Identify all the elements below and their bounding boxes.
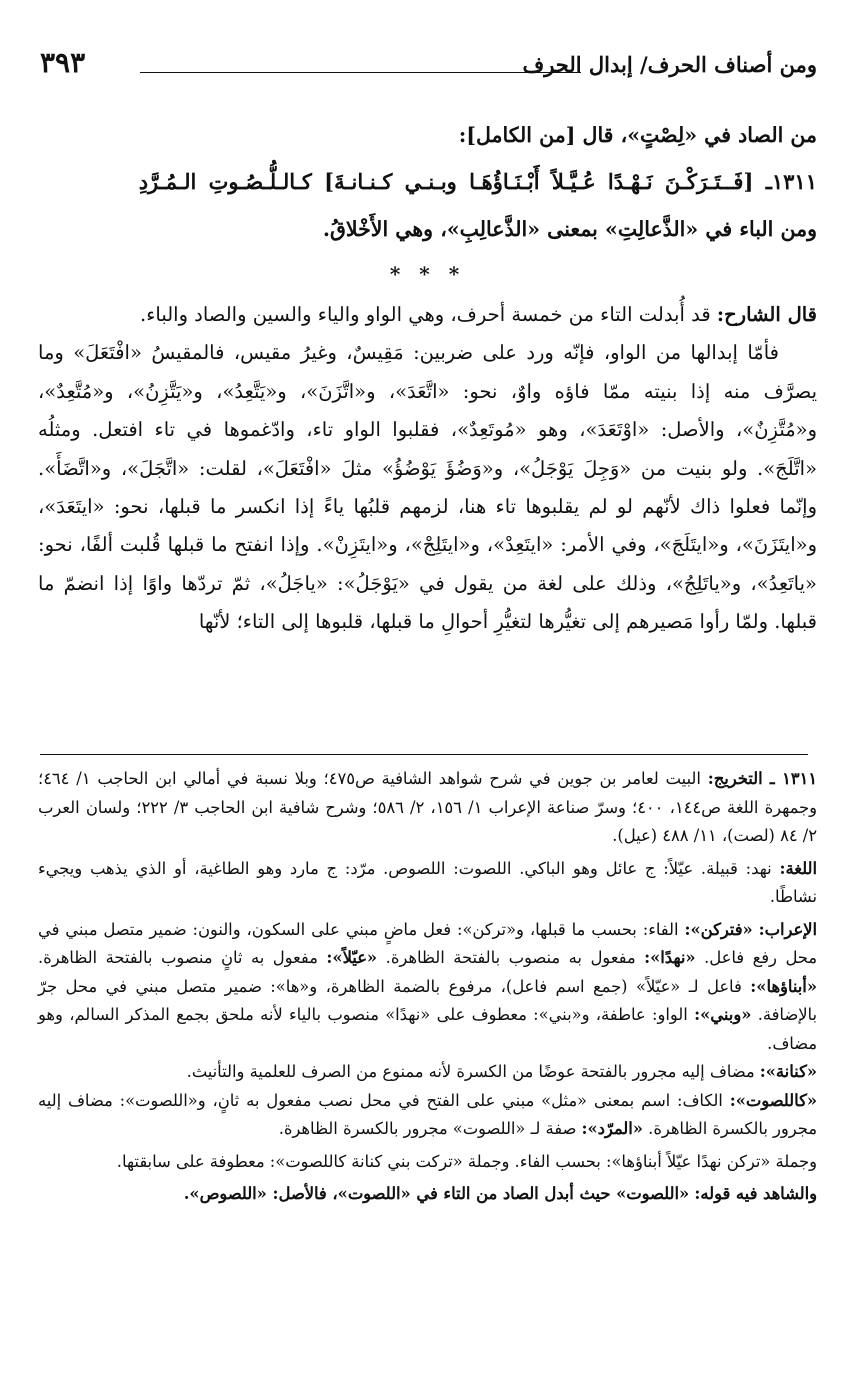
footnote-lugha xyxy=(38,855,817,912)
irab-term: «عيّلاً»: xyxy=(326,948,378,967)
poetry-verse: ١٣١١ـ [فَــتَـرَكْـنَ نَـهْـدًا عُـيَّـلاً أَبْـنَـاؤُهَـا وبـنـي كـنـانـةَ] كـالـلُّـصُـوتِ الـمُـرَّدِ xyxy=(138,169,817,194)
page-number: ٣٩٣ xyxy=(40,46,86,79)
note-line: ومن الباء في «الذَّعالِتِ» بمعنى «الذَّعالِبِ»، وهي الأَخْلاقُ. xyxy=(322,217,817,241)
irab-text: الفاء: بحسب ما قبلها، و«تركن»: فعل ماضٍ مبني على السكون، والنون: ضمير متصل مبني في محل رفع فاعل. xyxy=(38,919,818,967)
header-rule xyxy=(140,72,581,73)
body-paragraph: فأمّا إبدالها من الواو، فإنّه ورد على ضربين: مَقِيسٌ، وغيرُ مقيس، فالمقيسُ «افْتَعَلَ» وما يصرَّف منه إذا بنيته ممّا فاؤه واوٌ، نحو: «اتَّعَدَ»، و«اتَّزَنَ»، و«يَتَّعِدُ»، و«يَتَّزِنُ»، و«مُتَّعِدٌ»، و«مُتَّزِنٌ»، والأصل: «اوْتَعَدَ»، وهو «مُوتَعِدٌ»، فقلبوا الواو تاء، وادّغموها في تاء افتعل. ومثلُه «اتَّلَجَ». ولو بنيت من «وَجِلَ يَوْجَلُ»، و«وَضُؤَ يَوْضُؤُ» مثلَ «افْتَعَلَ»، لقلت: «اتَّجَلَ»، و«اتَّضَأَ». وإنّما فعلوا ذاك لأنّهم لو لم يقلبوها تاء هنا، لزمهم قلبُها ياءً إذا انكسر ما قبلها، نحو: «ايتَعَدَ»، و«ايتَزَنَ»، و«ايتَلَجَ»، وفي الأمر: «ايتَعِدْ»، و«ايتَلِجْ»، و«ايتَزِنْ». وإذا انفتح ما قبلها قُلبت ألفًا، نحو: «ياتَعِدُ»، و«ياتَلِجُ»، وذلك على لغة من يقول في «يَوْجَلُ»: «ياجَلُ»، ثمّ تردّها واوًا إذا انضمّ ما قبلها. ولمّا رأوا مَصيرهم إلى تغيُّرها لتغيُّرِ أحوالِ ما قبلها، قلبوها إلى التاء؛ لأنّها xyxy=(38,341,817,634)
footnote-rule xyxy=(40,754,808,755)
lugha-label: اللغة: xyxy=(779,858,817,878)
irab-text: مفعول به ثانٍ منصوب بالفتحة الظاهرة. xyxy=(38,948,318,967)
kinana-term: «كنانة»: xyxy=(759,1062,817,1081)
kallusut-term: «كاللصوت»: xyxy=(729,1090,817,1110)
irab-term: «وبني»: xyxy=(694,1005,752,1024)
commentary-paragraph xyxy=(38,296,817,334)
murrad-text: صفة لـ «اللصوت» مجرور بالكسرة الظاهرة. xyxy=(278,1119,577,1138)
irab-text: فاعل لـ «عيّلاً» (جمع اسم فاعل)، مرفوع بالضمة الظاهرة، و«ها»: ضمير متصل مبني في محل جرّ بالإضافة. xyxy=(38,976,817,1024)
irab-label: الإعراب: xyxy=(758,919,817,939)
footnote-takhrij xyxy=(38,765,817,851)
takhrij-text: البيت لعامر بن جوين في شرح شواهد الشافية ص٤٧٥؛ وبلا نسبة في أمالي ابن الحاجب ١/ ٤٦٤؛ وجمهرة اللغة ص١٤٤، ٤٠٠؛ وسرّ صناعة الإعراب ١/ ١٥٦، ٢/ ٥٨٦؛ وشرح شافية ابن الحاجب ٣/ ٢٢٢؛ ولسان العرب ٢/ ٨٤ (لصت)، ١١/ ٤٨٨ (عيل). xyxy=(38,769,817,845)
irab-text: مفعول به منصوب بالفتحة الظاهرة. xyxy=(385,948,636,967)
murrad-term: «المرّد»: xyxy=(581,1119,643,1138)
shahid-label: والشاهد فيه قوله: xyxy=(694,1184,817,1203)
running-title: ومن أصناف الحرف/ إبدال الحرف xyxy=(522,52,817,77)
page-header xyxy=(40,46,817,86)
irab-text: الواو: عاطفة، و«بني»: معطوف على «نهدًا» منصوب بالياء لأنه ملحق بجمع المذكر السالم، وهو مضاف. xyxy=(38,1005,817,1053)
shahid-text: «اللصوت» حيث أبدل الصاد من التاء في «اللصوت»، فالأصل: «اللصوص». xyxy=(183,1184,690,1203)
footnote-kinana xyxy=(38,1058,817,1087)
footnote-shahid xyxy=(38,1180,817,1209)
footnote-kallusut xyxy=(38,1087,817,1144)
footnote-irab xyxy=(38,916,817,1059)
section-separator: * * * xyxy=(389,262,466,286)
footnote-jumla: وجملة «تركن نهدًا عيّلاً أبناؤها»: بحسب الفاء. وجملة «تركت بني كنانة كاللصوت»: معطوفة على سابقتها. xyxy=(116,1151,817,1171)
irab-term: «فتركن»: xyxy=(684,919,753,939)
kinana-text: مضاف إليه مجرور بالفتحة عوضًا من الكسرة لأنه ممنوع من الصرف للعلمية والتأنيث. xyxy=(186,1062,755,1081)
takhrij-label: ١٣١١ ـ التخريج: xyxy=(707,769,817,788)
lugha-text: نهد: قبيلة. عيّلاً: ج عائل وهو الباكي. اللصوت: اللصوص. مرّد: ج مارد وهو الطاغية، أو الذي يذهب ويجيء نشاطًا. xyxy=(38,858,817,906)
commentary-lead: قال الشارح: xyxy=(716,303,817,326)
commentary-text: قد أُبدلت التاء من خمسة أحرف، وهي الواو والياء والسين والصاد والباء. xyxy=(140,303,711,326)
kallusut-text: الكاف: اسم بمعنى «مثل» مبني على الفتح في محل نصب مفعول به ثانٍ، و«اللصوت»: مضاف إليه مجرور بالكسرة الظاهرة. xyxy=(38,1090,817,1138)
main-text xyxy=(38,112,817,642)
irab-term: «أبناؤها»: xyxy=(750,976,817,996)
intro-line: من الصاد في «لِصْتٍ»، قال [من الكامل]: xyxy=(458,123,817,147)
footnotes xyxy=(38,765,817,1209)
irab-term: «نهدًا»: xyxy=(644,948,696,967)
